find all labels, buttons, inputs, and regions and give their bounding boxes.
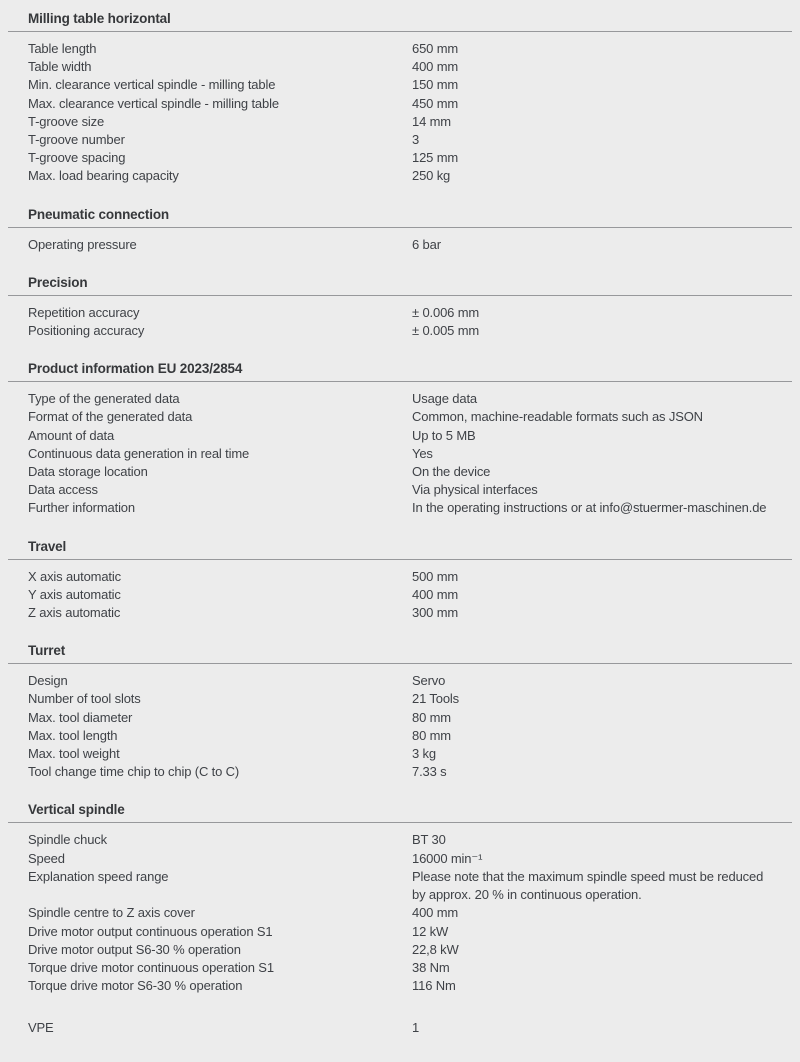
row-label: Torque drive motor S6-30 % operation [28,978,243,994]
row-value: 6 bar [412,236,441,252]
row-value: 14 mm [412,113,451,129]
row-label: Number of tool slots [28,691,141,707]
row-value: 21 Tools [412,691,459,707]
row-value: 12 kW [412,923,449,939]
table-row [28,167,772,185]
row-value: On the device [412,464,491,480]
spec-sections [8,10,792,1038]
table-row [28,568,772,586]
spec-section [8,274,792,340]
section-rows [8,664,792,781]
row-label: Z axis automatic [28,605,121,621]
table-row [28,408,772,426]
table-row [28,868,772,904]
table-row [28,149,772,167]
row-label: T-groove number [28,132,125,148]
row-label: Min. clearance vertical spindle - milling table [28,77,276,93]
row-label: Amount of data [28,427,115,443]
row-value: ± 0.005 mm [412,323,480,339]
table-row [28,322,772,340]
row-label: Speed [28,850,65,866]
row-value: 3 [412,132,420,148]
table-row [28,499,772,517]
row-value: 650 mm [412,41,459,56]
spec-section [8,642,792,781]
spec-section [8,10,792,186]
row-label: Max. tool weight [28,746,120,762]
row-label: Explanation speed range [28,868,169,884]
row-label: Design [28,673,68,689]
spec-section [8,206,792,254]
row-label: Spindle chuck [28,832,107,848]
row-label: T-groove size [28,113,105,129]
table-row [28,923,772,941]
row-label: Max. tool diameter [28,709,133,725]
table-row [28,745,772,763]
row-value: 7.33 s [412,764,447,780]
table-row [28,727,772,745]
table-row [28,131,772,149]
row-value: 400 mm [412,905,459,921]
row-label: Data storage location [28,464,148,480]
row-value: 300 mm [412,605,459,621]
section-rows [8,228,792,254]
table-row [28,58,772,76]
section-title: Precision [8,274,792,296]
row-label: Drive motor output S6-30 % operation [28,941,241,957]
table-row [28,427,772,445]
row-label: Continuous data generation in real time [28,445,250,461]
row-label: T-groove spacing [28,150,126,166]
row-value: 80 mm [412,727,451,743]
spec-section [8,360,792,517]
row-label: Max. load bearing capacity [28,168,179,184]
row-value: Usage data [412,391,477,407]
row-label: VPE [28,1020,54,1036]
row-value: 150 mm [412,77,459,93]
row-label: Spindle centre to Z axis cover [28,905,195,921]
section-title: Turret [8,642,792,664]
table-row [28,95,772,113]
row-label: Positioning accuracy [28,323,145,339]
table-row [28,463,772,481]
row-value: 125 mm [412,150,459,166]
row-value: BT 30 [412,832,446,848]
table-row [28,113,772,131]
section-rows [8,823,792,995]
table-row [28,941,772,959]
row-value: 16000 min⁻¹ [412,850,483,866]
table-row [28,40,772,58]
row-value: In the operating instructions or at info@stuermer-maschinen.de [412,500,767,516]
row-value: Servo [412,673,446,689]
table-row [28,672,772,690]
row-value: Please note that the maximum spindle speed must be reduced by approx. 20 % in continuous operation. [412,868,764,903]
section-rows [8,382,792,517]
row-value: ± 0.006 mm [412,304,480,320]
table-row [28,76,772,94]
row-label: Type of the generated data [28,391,180,407]
table-row [28,445,772,463]
section-rows [8,296,792,340]
table-row [28,604,772,622]
table-row [28,1019,772,1037]
section-rows [8,32,792,186]
table-row [28,481,772,499]
spec-section [8,538,792,623]
row-label: Max. tool length [28,727,118,743]
row-value: 400 mm [412,59,459,75]
row-label: Torque drive motor continuous operation S1 [28,959,274,975]
row-label: Table length [28,41,97,56]
row-value: Up to 5 MB [412,427,476,443]
row-value: 250 kg [412,168,451,184]
row-label: Table width [28,59,92,75]
row-label: Y axis automatic [28,586,121,602]
row-label: Drive motor output continuous operation S1 [28,923,273,939]
row-value: 38 Nm [412,959,450,975]
row-value: 80 mm [412,709,451,725]
section-title: Product information EU 2023/2854 [8,360,792,382]
row-label: Max. clearance vertical spindle - milling table [28,95,279,111]
spec-section [8,801,792,995]
row-label: Further information [28,500,135,516]
row-value: Yes [412,445,433,461]
section-title: Pneumatic connection [8,206,792,228]
row-value: 116 Nm [412,978,456,994]
row-label: Data access [28,482,98,498]
table-row [28,390,772,408]
row-value: 450 mm [412,95,459,111]
row-value: Via physical interfaces [412,482,538,498]
table-row [28,709,772,727]
table-row [28,586,772,604]
table-row [28,850,772,868]
table-row [28,304,772,322]
row-label: Repetition accuracy [28,304,140,320]
row-value: 500 mm [412,568,459,584]
row-label: Format of the generated data [28,409,193,425]
table-row [28,831,772,849]
table-row [28,904,772,922]
section-title: Travel [8,538,792,560]
table-row [28,977,772,995]
row-label: X axis automatic [28,568,121,584]
row-value: 22,8 kW [412,941,459,957]
row-value: 400 mm [412,586,459,602]
row-value: 1 [412,1020,420,1036]
row-value: Common, machine-readable formats such as JSON [412,409,703,425]
row-label: Operating pressure [28,236,137,252]
table-row [28,236,772,254]
section-title: Vertical spindle [8,801,792,823]
table-row [28,763,772,781]
section-title: Milling table horizontal [8,10,792,32]
table-row [28,959,772,977]
row-label: Tool change time chip to chip (C to C) [28,764,240,780]
table-row [28,690,772,708]
row-value: 3 kg [412,746,436,762]
section-rows [8,560,792,623]
